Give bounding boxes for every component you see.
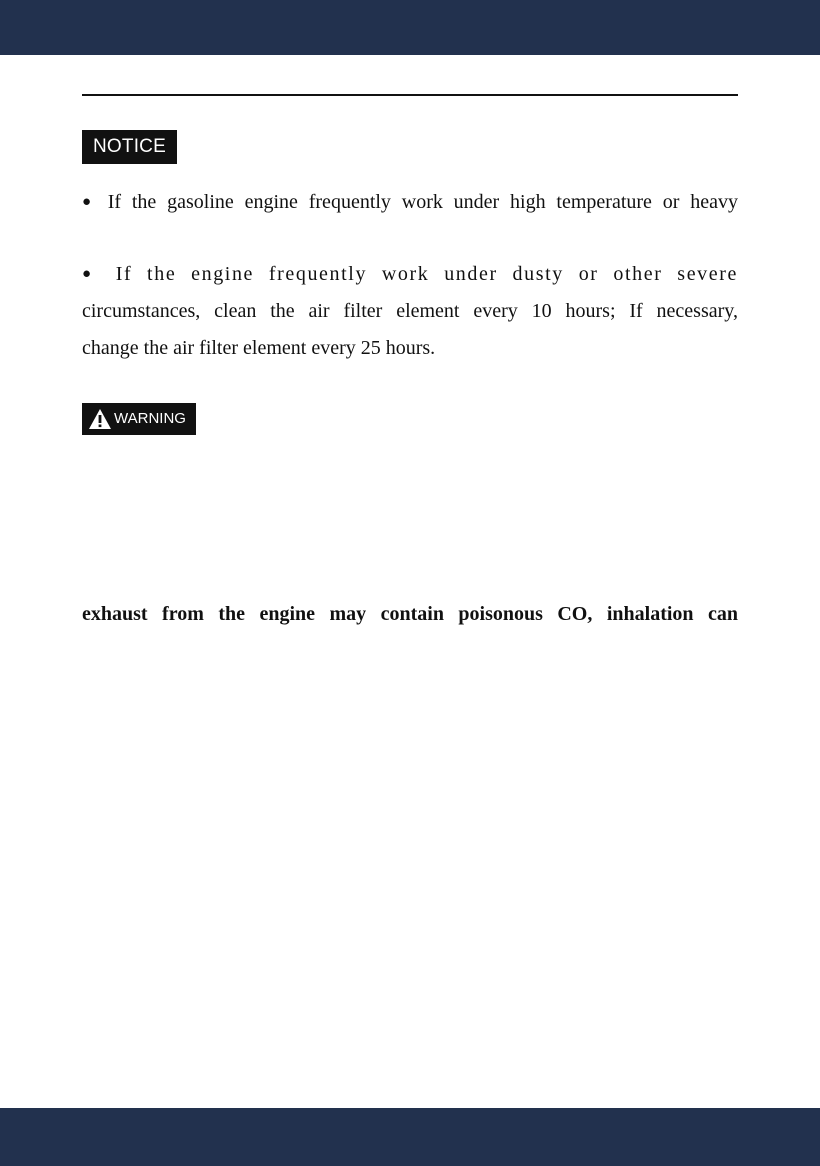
notice-item-2 <box>82 256 738 367</box>
header-rule <box>82 94 738 96</box>
header-bar <box>0 0 820 55</box>
warning-text: exhaust from the engine may contain poisonous CO, inhalation can <box>82 603 738 625</box>
footer-bar <box>0 1108 820 1166</box>
notice-item-1 <box>82 184 738 221</box>
bullet-icon: ● <box>82 266 101 282</box>
notice-label: NOTICE <box>82 130 177 164</box>
notice-item-1-line <box>82 184 738 221</box>
warning-triangle-icon <box>88 408 112 430</box>
notice-item-1-text: If the gasoline engine frequently work under high temperature or heavy <box>107 191 738 213</box>
warning-label-text: WARNING <box>114 410 186 427</box>
warning-label <box>82 403 196 435</box>
notice-item-2-text-1: If the engine frequently work under dusty or other severe <box>115 263 738 285</box>
notice-item-2-line-2: circumstances, clean the air filter element every 10 hours; If necessary, <box>82 300 738 322</box>
notice-item-2-line-1 <box>82 256 738 293</box>
notice-item-2-line-3: change the air filter element every 25 hours. <box>82 337 436 359</box>
bullet-icon: ● <box>82 194 97 210</box>
